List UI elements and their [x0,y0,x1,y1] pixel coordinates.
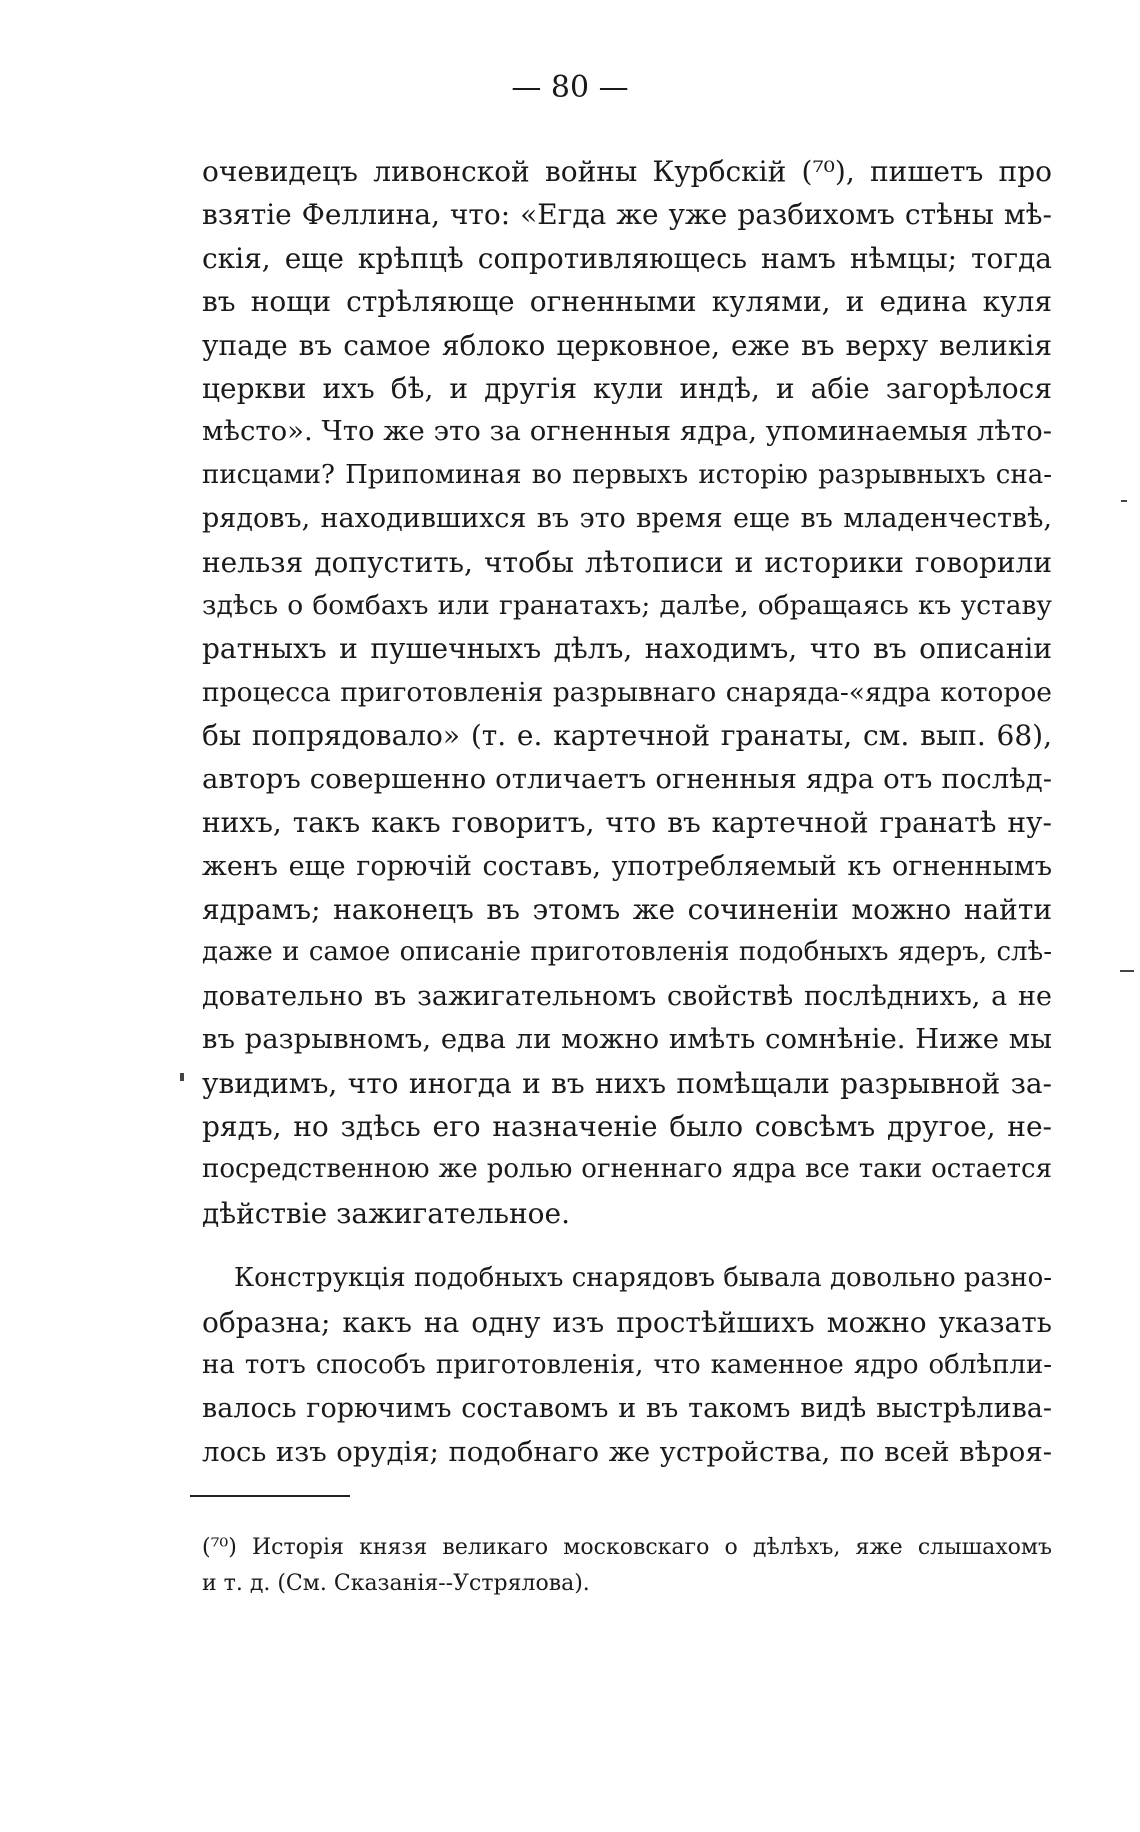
text-line: образна; какъ на одну изъ простѣйшихъ можно указать [202,1305,1052,1339]
text-line: женъ еще горючій составъ, употребляемый къ огненнымъ [202,850,1052,882]
page-number: — 80 — [511,70,629,105]
text-line: посредственною же ролью огненнаго ядра все таки остается [202,1154,1052,1185]
text-line: довательно въ зажигательномъ свойствѣ послѣднихъ, а не [202,980,1052,1012]
text-line: здѣсь о бомбахъ или гранатахъ; далѣе, обращаясь къ уставу [202,590,1052,622]
paragraph-gap [202,1235,1052,1257]
text-line: рядовъ, находившихся въ это время еще въ младенчествѣ, [202,503,1052,535]
text-line: нихъ, такъ какъ говоритъ, что въ картечной гранатѣ ну- [202,806,1052,840]
text-line: въ нощи стрѣляюще огненными кулями, и едина куля [202,285,1052,319]
footnote-rule [190,1495,350,1497]
text-line: авторъ совершенно отличаетъ огненныя ядра отъ послѣд- [202,762,1052,795]
text-line: церкви ихъ бѣ, и другія кули индѣ, и абіе загорѣлося [202,372,1052,406]
text-line: ядрамъ; наконецъ въ этомъ же сочиненіи можно найти [202,892,1052,926]
text-line: лось изъ орудія; подобнаго же устройства, по всей вѣроя- [202,1435,1052,1468]
text-line: ратныхъ и пушечныхъ дѣлъ, находимъ, что въ описаніи [202,632,1052,666]
text-line: нельзя допустить, чтобы лѣтописи и историки говорили [202,545,1052,579]
footnote-line: (⁷⁰) Исторія князя великаго московскаго о дѣлѣхъ, яже слышахомъ [202,1535,1052,1560]
text-line: бы попрядовало» (т. е. картечной гранаты, см. вып. 68), [202,719,1052,753]
margin-mark [180,1073,184,1081]
text-line: упаде въ самое яблоко церковное, еже въ верху великія [202,328,1052,362]
text-line: мѣсто». Что же это за огненныя ядра, упоминаемыя лѣто- [202,415,1052,448]
text-line: очевидецъ ливонской войны Курбскій (⁷⁰), пишетъ про [202,155,1052,188]
text-line: дѣйствіе зажигательное. [202,1196,570,1230]
body-text [202,150,1052,1474]
footnote-line: и т. д. (См. Сказанія--Устрялова). [202,1571,590,1596]
text-line: рядъ, но здѣсь его назначеніе было совсѣмъ другое, не- [202,1109,1052,1143]
margin-mark [1120,970,1134,972]
margin-mark [1121,500,1127,502]
text-line: валось горючимъ составомъ и въ такомъ видѣ выстрѣлива- [202,1393,1052,1425]
text-line: писцами? Припоминая во первыхъ исторію разрывныхъ сна- [202,459,1052,490]
text-line: на тотъ способъ приготовленія, что каменное ядро облѣпли- [202,1349,1052,1380]
text-line: скія, еще крѣпцѣ сопротивляющесь намъ нѣмцы; тогда [202,241,1052,275]
text-line: даже и самое описаніе приготовленія подобныхъ ядеръ, слѣ- [202,937,1052,968]
text-line: взятіе Феллина, что: «Егда же уже разбихомъ стѣны мѣ- [202,198,1052,232]
text-line: въ разрывномъ, едва ли можно имѣть сомнѣніе. Ниже мы [202,1023,1052,1056]
text-line: процесса приготовленія разрывнаго снаряда-«ядра которое [202,676,1052,708]
footnote [202,1530,1052,1602]
text-line: Конструкція подобныхъ снарядовъ бывала довольно разно- [234,1263,1053,1294]
text-line: увидимъ, что иногда и въ нихъ помѣщали разрывной за- [202,1066,1052,1100]
